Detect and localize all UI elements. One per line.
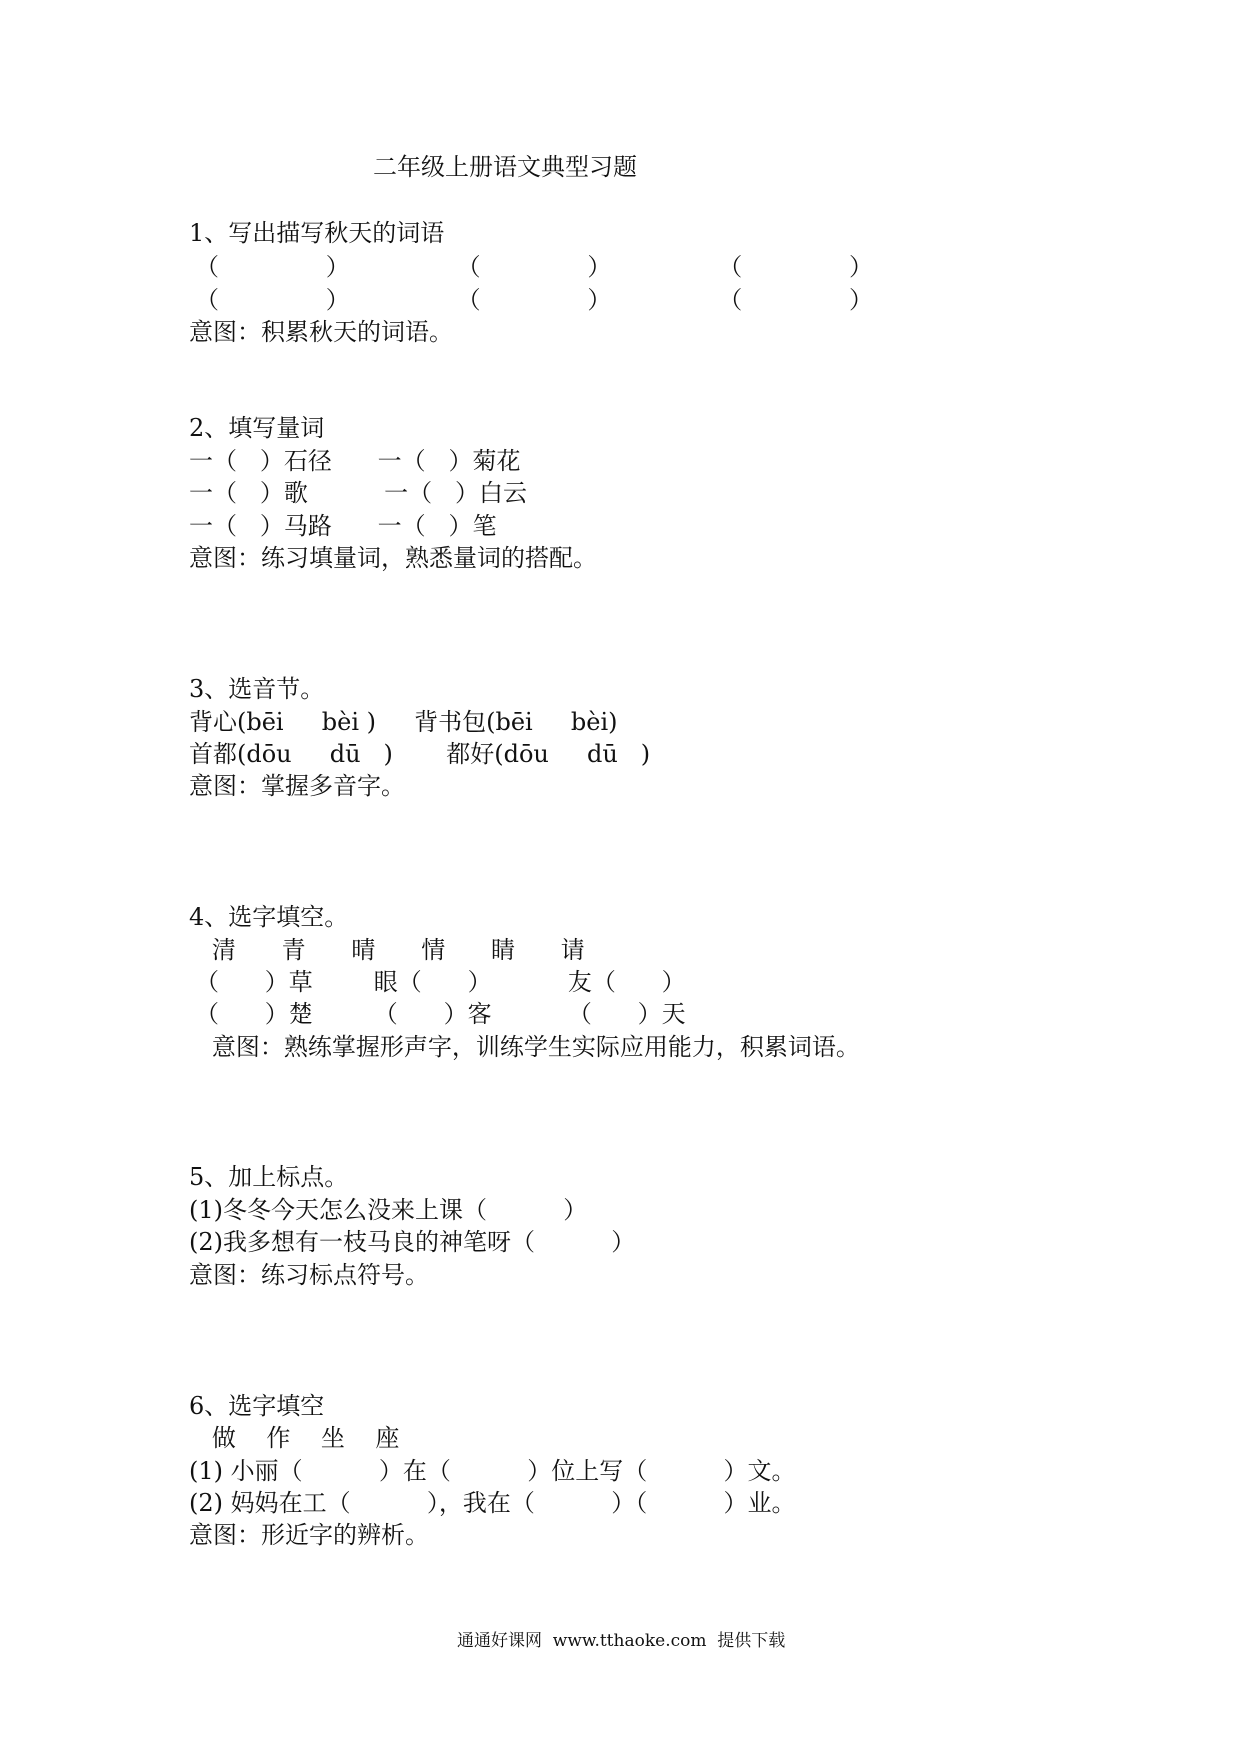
q6-character-options: 做 作 坐 座	[189, 1424, 400, 1452]
q1-blank-row-1: （ ） （ ） （ ）	[195, 253, 874, 281]
q6-row-2: (2) 妈妈在工（ ），我在（ ）（ ）业。	[189, 1489, 796, 1517]
q6-heading: 6、选字填空	[189, 1392, 325, 1420]
q1-heading: 1、写出描写秋天的词语	[189, 219, 445, 247]
q1-blank-row-2: （ ） （ ） （ ）	[195, 286, 874, 314]
q3-row-2: 首都(dōu dū ) 都好(dōu dū )	[189, 740, 651, 768]
q1-intent: 意图：积累秋天的词语。	[189, 318, 453, 346]
q2-heading: 2、填写量词	[189, 414, 325, 442]
page-title: 二年级上册语文典型习题	[373, 153, 637, 181]
q2-row-1: 一（ ）石径 一（ ）菊花	[189, 447, 521, 475]
q5-row-2: (2)我多想有一枝马良的神笔呀（ ）	[189, 1228, 636, 1256]
q4-intent: 意图：熟练掌握形声字，训练学生实际应用能力，积累词语。	[189, 1033, 860, 1061]
q2-row-3: 一（ ）马路 一（ ）笔	[189, 512, 497, 540]
q3-heading: 3、选音节。	[189, 675, 325, 703]
q2-intent: 意图：练习填量词，熟悉量词的搭配。	[189, 544, 597, 572]
page-footer: 通通好课网 www.tthaoke.com 提供下载	[457, 1631, 786, 1651]
q6-intent: 意图：形近字的辨析。	[189, 1521, 429, 1549]
q4-row-1: （ ）草 眼（ ） 友（ ）	[195, 968, 686, 996]
q5-row-1: (1)冬冬今天怎么没来上课（ ）	[189, 1196, 588, 1224]
q3-intent: 意图：掌握多音字。	[189, 772, 405, 800]
q4-heading: 4、选字填空。	[189, 903, 349, 931]
q3-row-1: 背心(bēi bèi ) 背书包(bēi bèi)	[189, 708, 618, 736]
q5-heading: 5、加上标点。	[189, 1163, 349, 1191]
q5-intent: 意图：练习标点符号。	[189, 1261, 429, 1289]
q6-row-1: (1) 小丽（ ）在（ ）位上写（ ）文。	[189, 1457, 796, 1485]
q2-row-2: 一（ ）歌 一（ ）白云	[189, 479, 528, 507]
q4-character-options: 清 青 晴 情 睛 请	[189, 936, 585, 964]
q4-row-2: （ ）楚 （ ）客 （ ）天	[195, 1000, 686, 1028]
